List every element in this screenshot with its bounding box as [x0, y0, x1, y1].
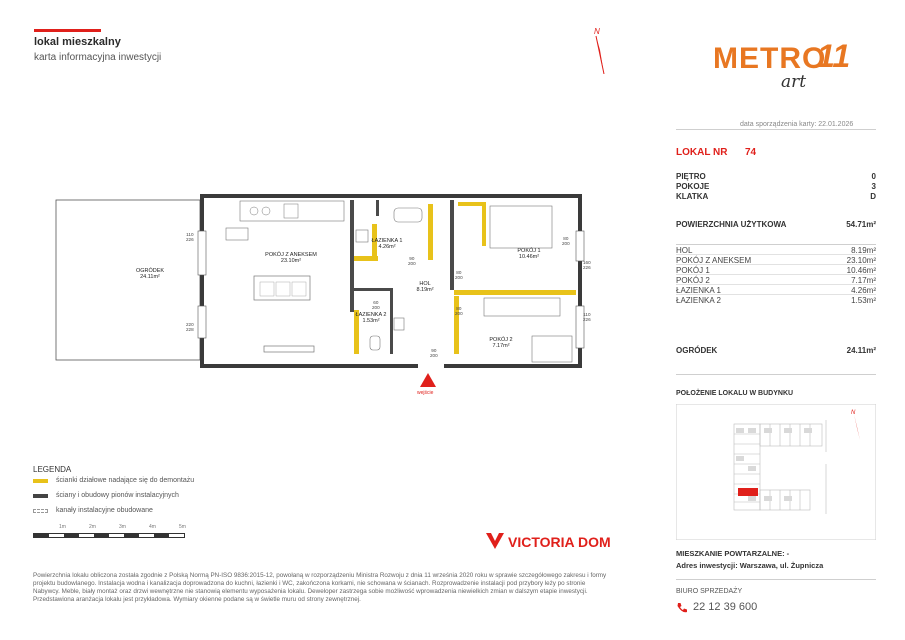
scale-tick: 4m	[149, 524, 156, 530]
legend-item-label: ściany i obudowy pionów instalacyjnych	[56, 492, 179, 499]
divider	[676, 129, 876, 130]
lokal-number: 74	[745, 147, 757, 158]
dimension-label: 110 226	[186, 232, 194, 242]
garden-value: 24.11m²	[846, 346, 876, 355]
card-date: data sporządzenia karty: 22.01.2026	[740, 121, 854, 128]
entrance-arrow-icon	[420, 373, 436, 387]
room-label-garden: OGRÓDEK 24.11m²	[135, 268, 165, 280]
address-label: Adres inwestycji: Warszawa, ul. Żupnicza	[676, 561, 824, 570]
room-value: 4.26m²	[851, 286, 876, 295]
room-label-living: POKÓJ Z ANEKSEM 23.10m²	[265, 252, 317, 264]
legend-item-label: ścianki działowe nadające się do demontażu	[56, 477, 195, 484]
header-accent-bar	[34, 29, 101, 32]
page-title: lokal mieszkalny	[34, 36, 121, 48]
room-label-hall: HOL 8.19m²	[416, 281, 434, 293]
room-row	[676, 275, 876, 285]
room-label: HOL	[676, 246, 693, 255]
dimension-label: 80 200	[562, 236, 570, 246]
brand-metro: METRO	[713, 42, 827, 75]
room-row	[676, 295, 876, 304]
room-row	[676, 285, 876, 295]
scale-tick: 3m	[119, 524, 126, 530]
dimension-label: 110 226	[583, 312, 591, 322]
dimension-label: 80 200	[455, 270, 463, 280]
scale-tick: 1m	[59, 524, 66, 530]
footer-disclaimer: Powierzchnia lokalu obliczona została zgodnie z Polską Normą PN-ISO 9836:2015-12, powołaną w rozporządzeniu Ministra Rozwoju z dnia 11 września 2020 roku w sprawie szczegółowego zakresu i formy projektu budowlanego. Instalacja wodna i kanalizacja doprowadzona do kuchni, łazienki i WC, zakończona korkami, nie schowana w ścianach. Rozprowadzenie instalacji pod przybory leży po stronie Nabywcy. Meble, biały montaż oraz drzwi wewnętrzne nie stanowią elementu wyposażenia lokalu. Deweloper zastrzega sobie możliwość wprowadzenia niewielkich zmian w dalszym etapie inwestycji. Przedstawiona aranżacja lokalu jest przykładowa. Wymiary okienne podane są w świetle muru od strony zewnętrznej.	[33, 572, 607, 603]
dimension-label: 90 200	[430, 348, 438, 358]
info-label-floor: PIĘTRO	[676, 172, 706, 181]
dimension-label: 60 200	[372, 300, 380, 310]
brand-number: 11	[817, 38, 851, 74]
dimension-label: 80 200	[455, 306, 463, 316]
scale-bar	[33, 524, 195, 538]
scale-tick: 2m	[89, 524, 96, 530]
dimension-label: 160 226	[583, 260, 591, 270]
scale-bar-graphic	[33, 533, 185, 538]
room-label-room2: POKÓJ 2 7.17m²	[489, 337, 513, 349]
unit-highlight	[738, 488, 758, 496]
repeat-label: MIESZKANIE POWTARZALNE: -	[676, 549, 790, 558]
info-label-rooms: POKOJE	[676, 182, 710, 191]
dimension-label: 90 200	[408, 256, 416, 266]
info-value-floor: 0	[871, 172, 876, 181]
room-value: 23.10m²	[846, 256, 876, 265]
room-value: 7.17m²	[851, 276, 876, 285]
room-label: ŁAZIENKA 1	[676, 286, 721, 295]
room-label: POKÓJ 1	[676, 266, 710, 275]
room-label: ŁAZIENKA 2	[676, 296, 721, 305]
phone-icon	[676, 602, 688, 614]
developer-name: VICTORIA DOM	[508, 534, 611, 550]
north-label: N	[851, 410, 856, 416]
divider	[676, 579, 876, 580]
position-label: POŁOŻENIE LOKALU W BUDYNKU	[676, 390, 794, 397]
room-value: 10.46m²	[846, 266, 876, 275]
room-value: 8.19m²	[851, 246, 876, 255]
garden-area	[56, 200, 200, 360]
rooms-table	[676, 245, 876, 304]
scale-tick: 5m	[179, 524, 186, 530]
lokal-label: LOKAL NR	[676, 147, 728, 158]
info-label-stair: KLATKA	[676, 192, 709, 201]
page-subtitle: karta informacyjna inwestycji	[34, 52, 162, 63]
brand-art: art	[781, 72, 807, 92]
legend-swatch	[33, 509, 48, 513]
phone-number[interactable]: 22 12 39 600	[693, 601, 758, 613]
room-row	[676, 265, 876, 275]
room-label-bath1: ŁAZIENKA 1 4.26m²	[371, 238, 403, 250]
building-position-map	[676, 404, 876, 540]
room-row	[676, 255, 876, 265]
brand-logo	[713, 40, 853, 100]
room-row	[676, 245, 876, 255]
divider	[676, 374, 876, 375]
room-label-bath2: ŁAZIENKA 2 1.53m²	[355, 312, 387, 324]
garden-label: OGRÓDEK	[676, 346, 718, 355]
dimension-label: 220 228	[186, 322, 194, 332]
north-arrow-icon	[588, 22, 610, 74]
room-value: 1.53m²	[851, 296, 876, 305]
entrance-label: wejście	[417, 390, 434, 396]
north-label: N	[594, 27, 600, 36]
room-label: POKÓJ 2	[676, 276, 710, 285]
room-label-room1: POKÓJ 1 10.46m²	[517, 248, 541, 260]
legend-swatch	[33, 494, 48, 498]
info-value-stair: D	[870, 192, 876, 201]
area-value: 54.71m²	[846, 220, 876, 229]
area-label: POWIERZCHNIA UŻYTKOWA	[676, 220, 787, 229]
victoria-dom-logo-icon	[484, 530, 506, 552]
info-value-rooms: 3	[871, 182, 876, 191]
legend-title: LEGENDA	[33, 465, 72, 474]
room-label: POKÓJ Z ANEKSEM	[676, 256, 752, 265]
office-label: BIURO SPRZEDAŻY	[676, 588, 743, 595]
legend-item-label: kanały instalacyjne obudowane	[56, 507, 153, 514]
legend-swatch	[33, 479, 48, 483]
floor-plan	[54, 186, 594, 401]
